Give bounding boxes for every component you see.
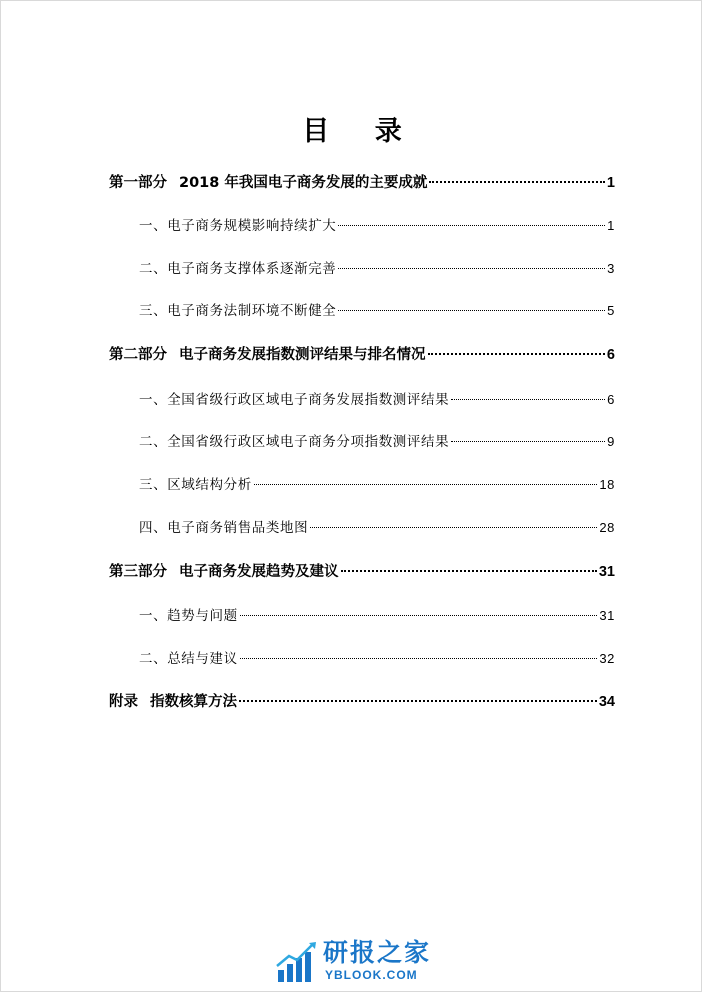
toc-page-number: 34	[598, 694, 615, 710]
toc-entry-title: 附录 指数核算方法	[109, 694, 237, 710]
toc-entry-part-1[interactable]	[109, 171, 615, 195]
toc-entry-1-1[interactable]	[139, 214, 615, 238]
toc-page-number: 5	[607, 303, 615, 318]
toc-leader-dots	[254, 484, 598, 485]
toc-page-number: 6	[607, 392, 615, 407]
toc-entry-title: 三、电子商务法制环境不断健全	[139, 303, 337, 319]
toc-entry-title: 三、区域结构分析	[139, 477, 252, 493]
toc-entry-title: 第一部分 2018 年我国电子商务发展的主要成就	[109, 175, 428, 191]
watermark-domain: YBLOOK.COM	[325, 968, 418, 982]
toc-entry-1-2[interactable]	[139, 257, 615, 281]
toc-entry-title: 二、电子商务支撑体系逐渐完善	[139, 261, 337, 277]
toc-leader-dots	[338, 268, 605, 269]
toc-leader-dots	[428, 353, 605, 355]
toc-entry-title: 一、电子商务规模影响持续扩大	[139, 218, 337, 234]
page-title: 目 录	[302, 116, 420, 147]
toc-entry-2-4[interactable]	[139, 516, 615, 540]
toc-entry-3-2[interactable]	[139, 647, 615, 671]
toc-entry-title: 一、趋势与问题	[139, 608, 238, 624]
toc-leader-dots	[338, 310, 605, 311]
toc-leader-dots	[429, 181, 605, 183]
toc-page-number: 9	[607, 434, 615, 449]
toc-entry-3-1[interactable]	[139, 604, 615, 628]
bar-chart-logo-icon	[275, 940, 319, 984]
toc-entry-title: 一、全国省级行政区域电子商务发展指数测评结果	[139, 392, 450, 408]
toc-leader-dots	[239, 700, 597, 702]
toc-entry-title: 第二部分 电子商务发展指数测评结果与排名情况	[109, 347, 426, 363]
toc-leader-dots	[451, 399, 605, 400]
toc-entry-1-3[interactable]	[139, 299, 615, 323]
toc-page-number: 1	[606, 175, 615, 191]
toc-entry-2-1[interactable]	[139, 388, 615, 412]
toc-leader-dots	[338, 225, 605, 226]
toc-page-number: 28	[599, 520, 615, 535]
toc-entry-part-3[interactable]	[109, 560, 615, 584]
toc-leader-dots	[451, 441, 605, 442]
toc-entry-part-2[interactable]	[109, 343, 615, 367]
toc-entry-title: 四、电子商务销售品类地图	[139, 520, 309, 536]
toc-entry-title: 二、全国省级行政区域电子商务分项指数测评结果	[139, 434, 450, 450]
toc-leader-dots	[240, 615, 598, 616]
toc-entry-2-2[interactable]	[139, 430, 615, 454]
toc-leader-dots	[240, 658, 598, 659]
toc-entry-title: 二、总结与建议	[139, 651, 238, 667]
watermark	[275, 936, 445, 986]
toc-entry-appendix[interactable]	[109, 690, 615, 714]
toc-page-number: 1	[607, 218, 615, 233]
toc-page-number: 32	[599, 651, 615, 666]
toc-leader-dots	[310, 527, 597, 528]
toc-leader-dots	[341, 570, 597, 572]
table-of-contents	[1, 1, 702, 801]
watermark-name: 研报之家	[323, 938, 432, 967]
toc-entry-2-3[interactable]	[139, 473, 615, 497]
toc-page-number: 31	[598, 564, 615, 580]
toc-page-number: 18	[599, 477, 615, 492]
toc-page-number: 31	[599, 608, 615, 623]
toc-entry-title: 第三部分 电子商务发展趋势及建议	[109, 564, 339, 580]
toc-page-number: 6	[606, 347, 615, 363]
toc-page-number: 3	[607, 261, 615, 276]
